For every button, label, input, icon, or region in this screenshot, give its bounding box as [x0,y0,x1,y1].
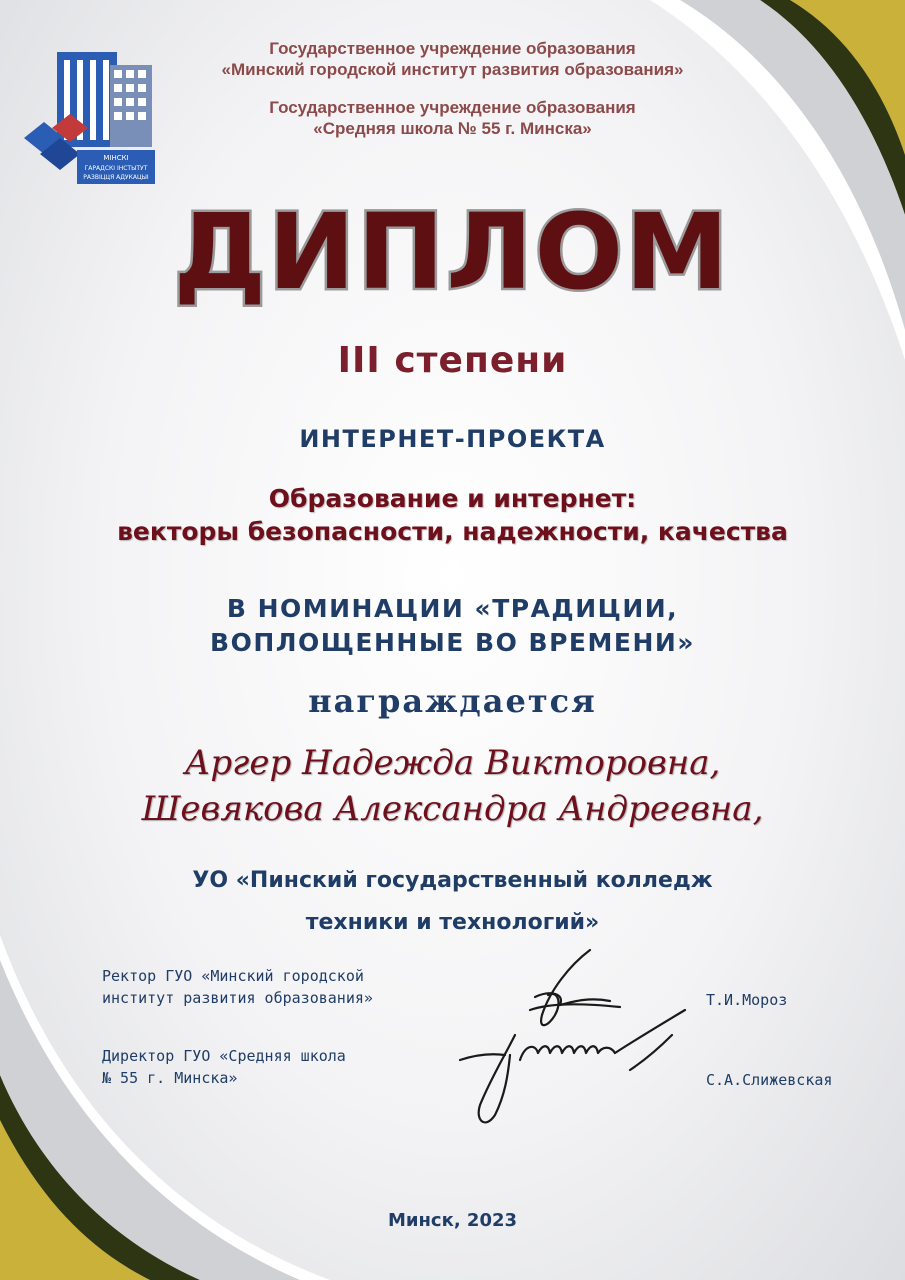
recipient-institution [0,860,905,944]
handwritten-signatures [450,935,700,1135]
issuing-org-2 [150,97,755,139]
signatory-1-title [102,965,373,1009]
nomination-line2: ВОПЛОЩЕННЫЕ ВО ВРЕМЕНИ» [210,628,695,657]
institution-line2: техники и технологий» [305,910,600,935]
recipient-name: Аргер Надежда Викторовна, [184,743,721,783]
nomination [0,592,905,660]
project-title-line2: векторы безопасности, надежности, качества [117,517,788,546]
institution-line1: УО «Пинский государственный колледж [192,868,713,893]
signatory-2-title [102,1045,346,1089]
building-logo-icon [22,50,157,190]
signatory-1-name: Т.И.Мороз [706,991,788,1009]
diploma-title-text: ДИПЛОМ [173,191,731,313]
issuing-org-1-line2: «Минский городской институт развития образования» [221,60,684,79]
signatory-2-name: С.А.Слижевская [706,1071,833,1089]
signatory-2-title-line2: № 55 г. Минска» [102,1069,238,1087]
issuing-org-1-line1: Государственное учреждение образования [269,39,636,58]
recipient-name: Шевякова Александра Андреевна, [141,789,764,829]
project-title-line1: Образование и интернет: [268,484,637,513]
diploma-title [150,190,755,320]
logo-text-1: МІНСКІ [103,154,129,162]
recipients [0,740,905,832]
issuing-org-1 [150,38,755,80]
event-type: ИНТЕРНЕТ-ПРОЕКТА [299,425,606,453]
issuing-org-2-line2: «Средняя школа № 55 г. Минска» [313,119,592,138]
awarded-label: награждается [308,682,597,720]
degree-label: III степени [337,340,568,381]
logo-text-3: РАЗВІЦЦЯ АДУКАЦЫІ [83,174,149,181]
signatory-2-title-line1: Директор ГУО «Средняя школа [102,1047,346,1065]
logo-text-2: ГАРАДСКІ ІНСТЫТУТ [84,165,148,172]
signatory-1-title-line1: Ректор ГУО «Минский городской [102,967,364,985]
issuing-org-2-line1: Государственное учреждение образования [269,98,636,117]
nomination-line1: В НОМИНАЦИИ «ТРАДИЦИИ, [226,594,679,623]
place-and-year: Минск, 2023 [387,1210,518,1231]
project-title [0,482,905,548]
signatory-1-title-line2: институт развития образования» [102,989,373,1007]
